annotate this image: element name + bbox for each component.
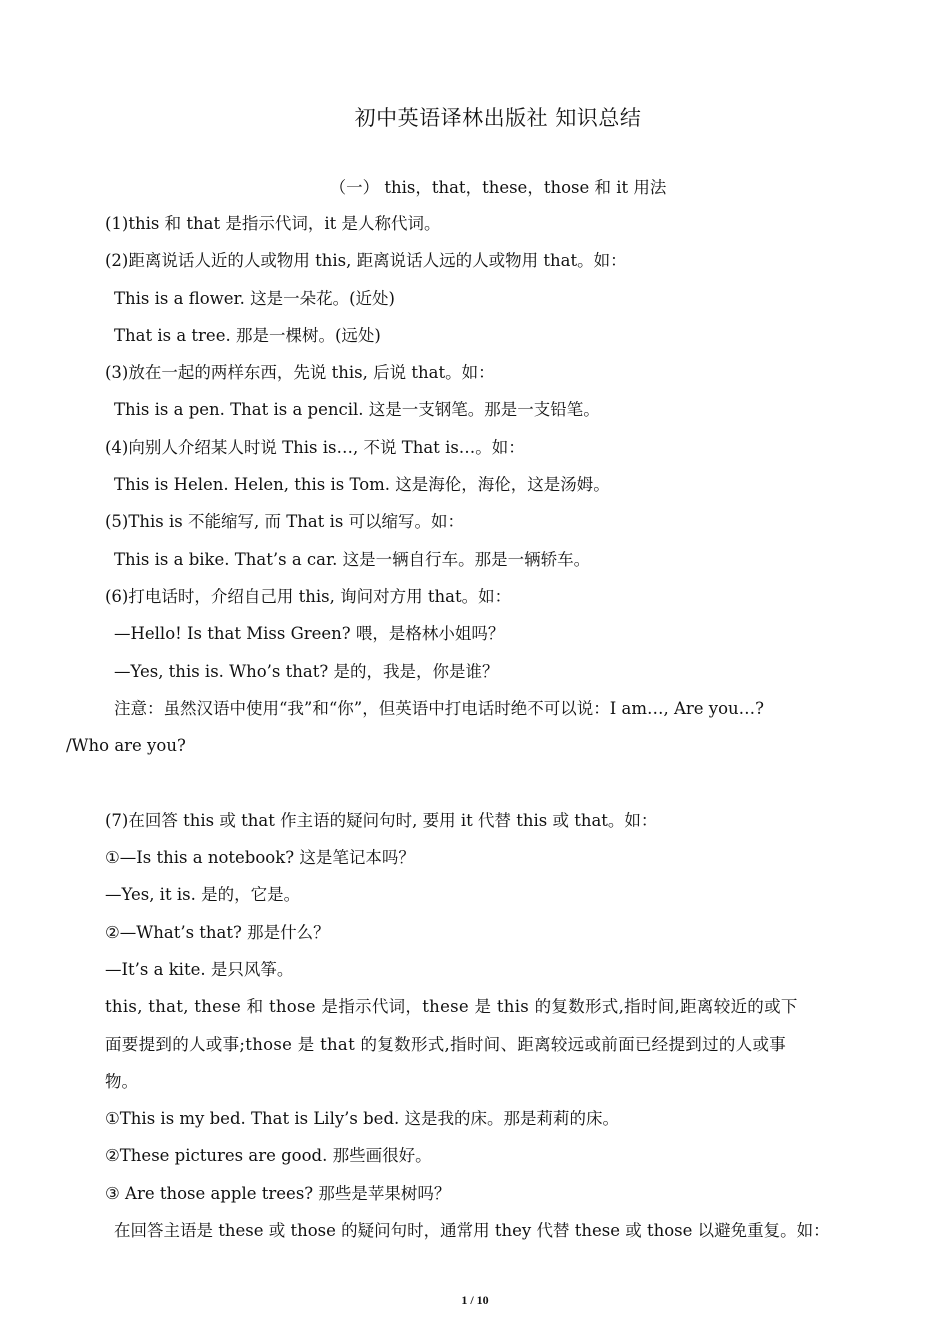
text-line: (2)距离说话人近的人或物用 this, 距离说话人远的人或物用 that。如： <box>105 251 627 271</box>
text-line: (5)This is 不能缩写, 而 That is 可以缩写。如： <box>105 512 465 532</box>
text-line: 面要提到的人或事;those 是 that 的复数形式,指时间、距离较远或前面已经提到过的人或事 <box>105 1034 787 1054</box>
text-line: —Yes, it is. 是的，它是。 <box>105 885 301 905</box>
text-line: ③ Are those apple trees? 那些是苹果树吗？ <box>105 1183 451 1203</box>
text-line: 在回答主语是 these 或 those 的疑问句时，通常用 they 代替 these 或 those 以避免重复。如： <box>114 1221 830 1241</box>
text-line: (3)放在一起的两样东西，先说 this, 后说 that。如： <box>105 363 495 383</box>
text-line: This is a bike. That’s a car. 这是一辆自行车。那是一辆轿车。 <box>114 549 591 569</box>
page-number: 1 / 10 <box>461 1293 489 1307</box>
blank-line <box>0 764 950 801</box>
text-line: (6)打电话时，介绍自己用 this, 询问对方用 that。如： <box>105 586 512 606</box>
document-body <box>0 205 950 1249</box>
text-line: This is a flower. 这是一朵花。(近处) <box>114 288 395 308</box>
text-line: this, that, these 和 those 是指示代词，these 是 this 的复数形式,指时间,距离较近的或下 <box>105 997 798 1017</box>
text-line: ①—Is this a notebook? 这是笔记本吗？ <box>105 848 415 868</box>
text-line: ②—What’s that? 那是什么？ <box>105 922 330 942</box>
text-line: —It’s a kite. 是只风筝。 <box>105 959 294 979</box>
document-title: 初中英语译林出版社 知识总结 <box>354 106 642 130</box>
text-line: ①This is my bed. That is Lily’s bed. 这是我的床。那是莉莉的床。 <box>105 1109 619 1129</box>
text-line: /Who are you? <box>66 736 186 756</box>
text-line: —Hello! Is that Miss Green? 喂，是格林小姐吗？ <box>114 624 505 644</box>
text-line: (4)向别人介绍某人时说 This is…, 不说 That is…。如： <box>105 437 525 457</box>
text-line: (1)this 和 that 是指示代词，it 是人称代词。 <box>105 214 441 233</box>
text-line: (7)在回答 this 或 that 作主语的疑问句时, 要用 it 代替 this 或 that。如： <box>105 810 658 830</box>
section-heading: （一） this，that，these，those 和 it 用法 <box>329 178 667 197</box>
text-line: 物。 <box>105 1071 138 1091</box>
text-line: That is a tree. 那是一棵树。(远处) <box>114 325 381 345</box>
text-line: —Yes, this is. Who’s that? 是的，我是，你是谁？ <box>114 661 499 681</box>
text-line: This is a pen. That is a pencil. 这是一支钢笔。那是一支铅笔。 <box>114 400 600 420</box>
text-line: This is Helen. Helen, this is Tom. 这是海伦，海伦，这是汤姆。 <box>114 475 610 495</box>
text-line: 注意：虽然汉语中使用“我”和“你”，但英语中打电话时绝不可以说：I am…, Are you…? <box>114 698 765 718</box>
text-line: ②These pictures are good. 那些画很好。 <box>105 1146 432 1166</box>
